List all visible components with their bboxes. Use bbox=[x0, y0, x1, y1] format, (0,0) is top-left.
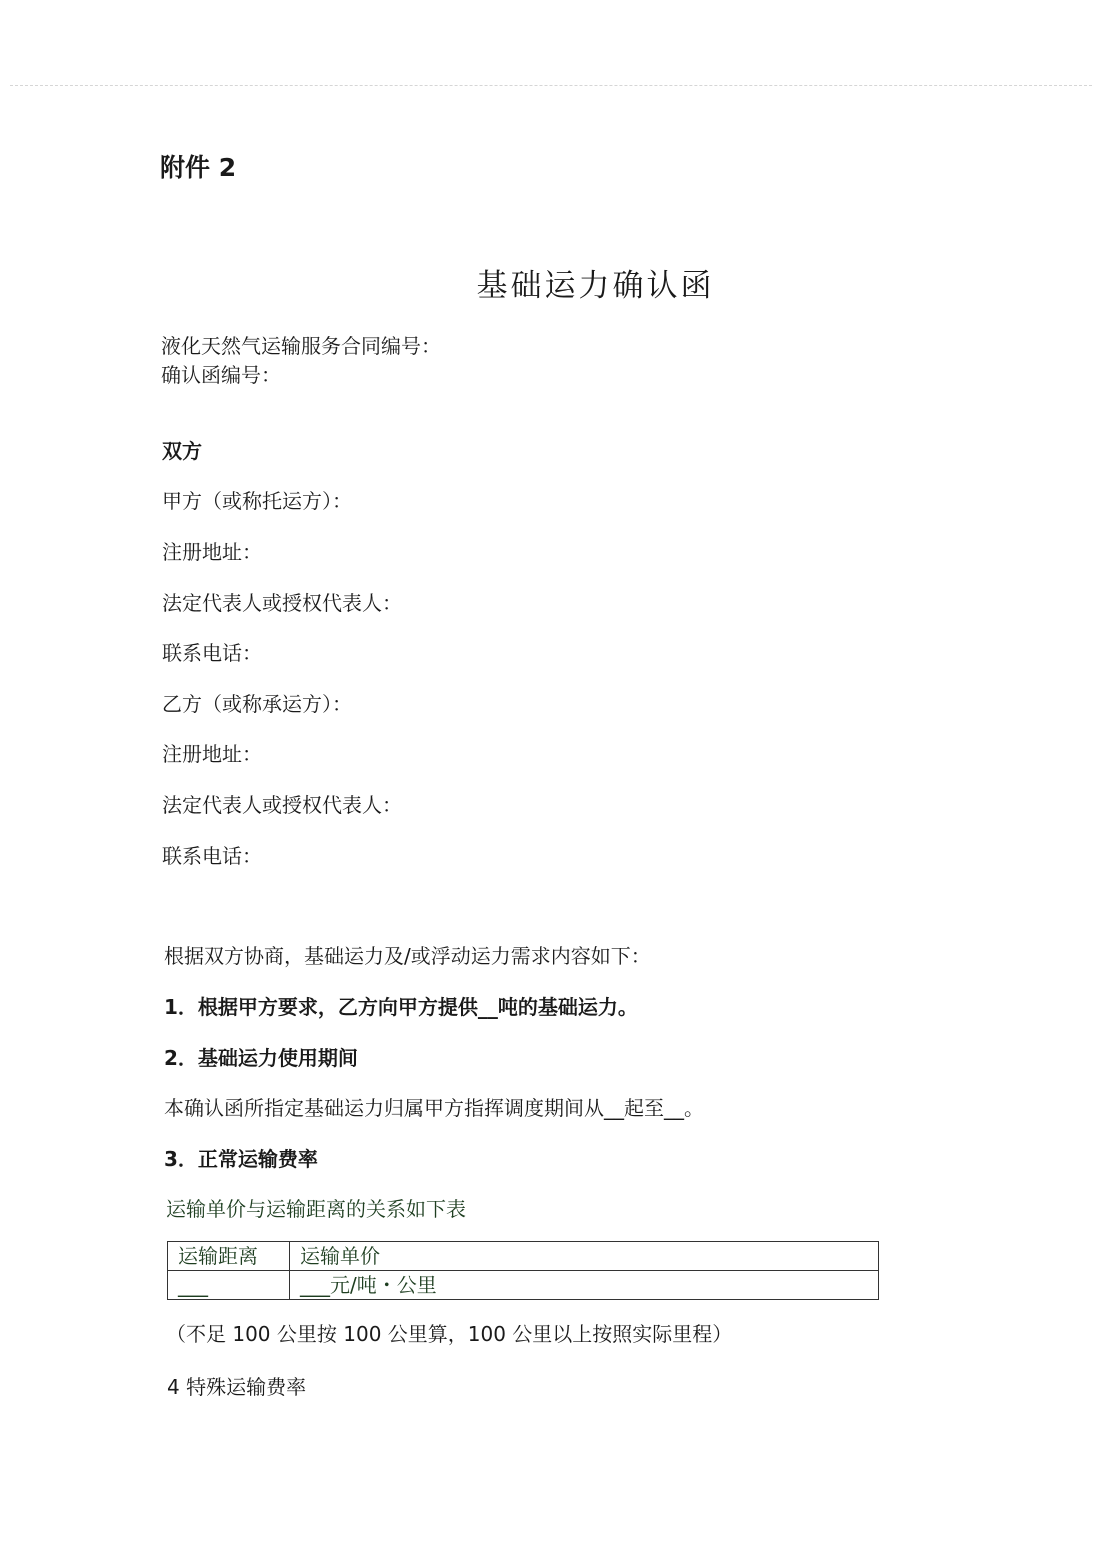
table-header-row bbox=[168, 1242, 879, 1271]
party-a-address: 注册地址： bbox=[162, 540, 262, 564]
clause-2-heading: 2．基础运力使用期间 bbox=[164, 1046, 358, 1070]
rate-table bbox=[167, 1241, 879, 1300]
party-a-phone: 联系电话： bbox=[162, 641, 262, 665]
clause-1: 1．根据甲方要求，乙方向甲方提供__吨的基础运力。 bbox=[164, 995, 638, 1019]
party-a-representative: 法定代表人或授权代表人： bbox=[162, 591, 402, 615]
clause-4-heading: 4 特殊运输费率 bbox=[167, 1375, 307, 1399]
table-header-distance: 运输距离 bbox=[168, 1242, 290, 1271]
party-b-representative: 法定代表人或授权代表人： bbox=[162, 793, 402, 817]
table-note: （不足 100 公里按 100 公里算，100 公里以上按照实际里程） bbox=[166, 1322, 733, 1346]
table-caption: 运输单价与运输距离的关系如下表 bbox=[166, 1197, 466, 1221]
parties-heading: 双方 bbox=[162, 439, 202, 463]
table-row bbox=[168, 1271, 879, 1300]
table-header-unit-price: 运输单价 bbox=[290, 1242, 879, 1271]
clause-2-text: 本确认函所指定基础运力归属甲方指挥调度期间从__起至__。 bbox=[164, 1096, 704, 1120]
table-cell-distance: ___ bbox=[168, 1271, 290, 1300]
contract-number-label: 液化天然气运输服务合同编号： bbox=[161, 334, 441, 358]
party-b-address: 注册地址： bbox=[162, 742, 262, 766]
clause-3-heading: 3．正常运输费率 bbox=[164, 1147, 318, 1171]
letter-number-label: 确认函编号： bbox=[161, 363, 281, 387]
party-b-label: 乙方（或称承运方）： bbox=[162, 692, 352, 716]
page-top-border bbox=[10, 85, 1092, 86]
table-cell-unit-price: ___元/吨・公里 bbox=[290, 1271, 879, 1300]
document-title: 基础运力确认函 bbox=[476, 268, 715, 304]
attachment-label: 附件 2 bbox=[160, 153, 237, 182]
intro-paragraph: 根据双方协商，基础运力及/或浮动运力需求内容如下： bbox=[164, 944, 651, 968]
party-a-label: 甲方（或称托运方）： bbox=[162, 489, 352, 513]
party-b-phone: 联系电话： bbox=[162, 844, 262, 868]
